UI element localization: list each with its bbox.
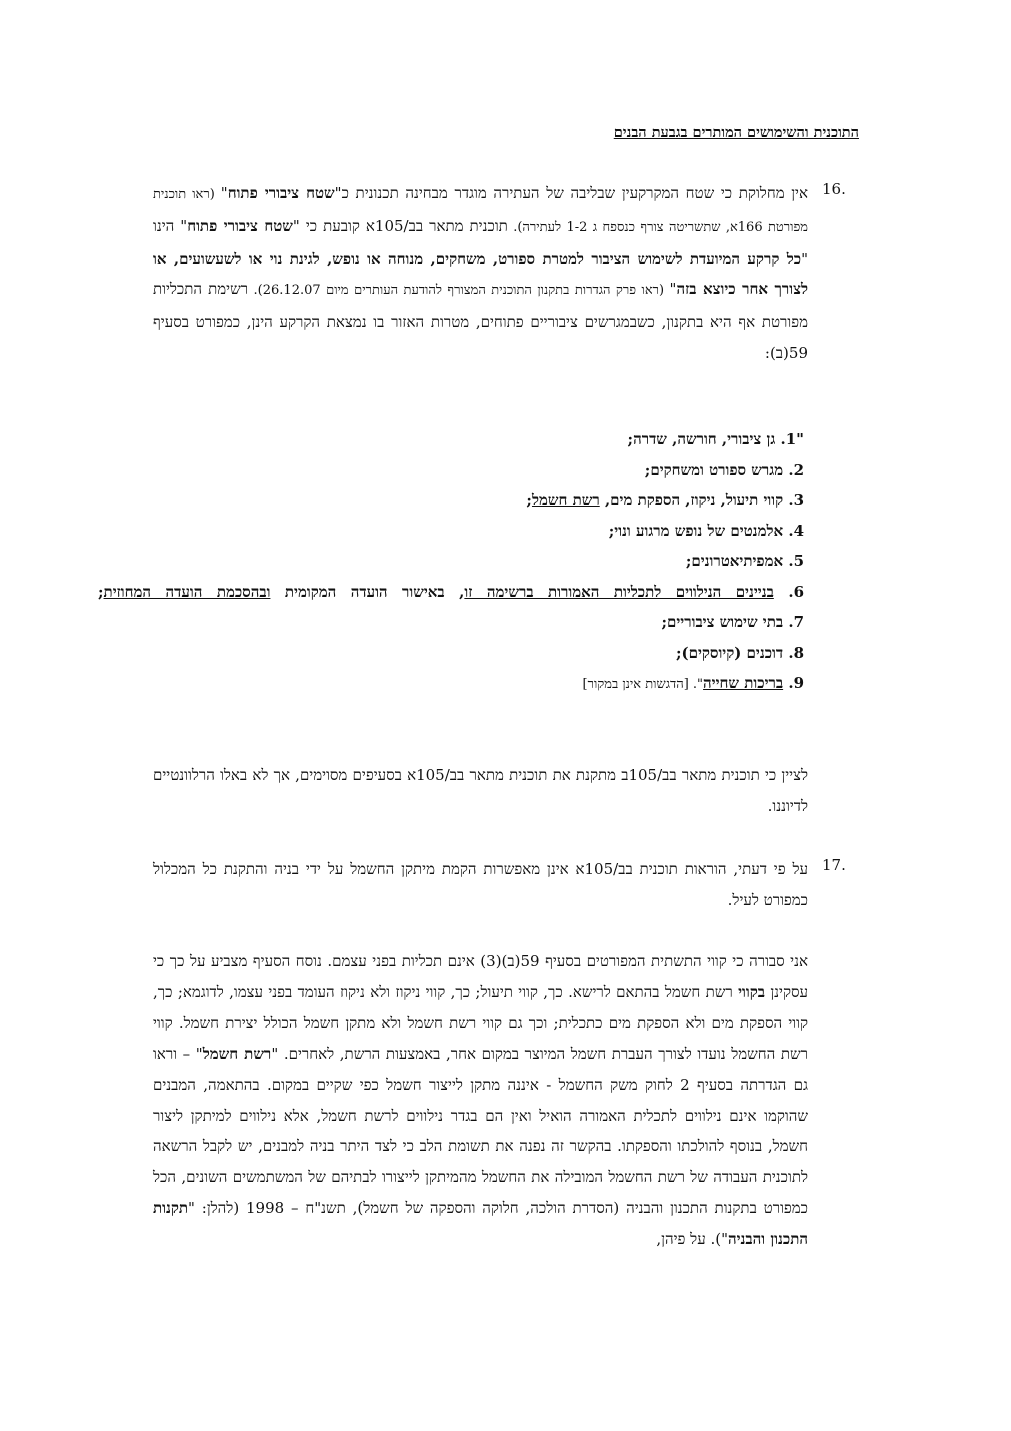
list-item-9-underlined: בריכות שחייה: [703, 674, 784, 692]
section-heading: [120, 122, 859, 144]
para-last-bold-3: תקנות התכנון והבניה: [153, 1199, 808, 1249]
list-item-6-end: ;: [98, 582, 104, 601]
para16-text-2: ": [220, 184, 228, 202]
paragraph-amendment-note-text: לציין כי תוכנית מתאר בב/105ב מתקנת את תוכנית מתאר בב/105א בסעיפים מסוימים, אך לא באלו הרלוונטיים לדיוננו.: [153, 766, 808, 815]
list-item-9: [150, 668, 804, 699]
paragraph-17-text: על פי דעתי, הוראות תוכנית בב/105א אינן מאפשרות הקמת מיתקן החשמל על ידי בניה והתקנת כל המכלול כמפורט לעיל.: [153, 860, 808, 909]
para16-text-5: ": [669, 280, 677, 299]
para-last-text-2: רשת חשמל בהתאם לרישא. כך, קווי תיעול; כך, קווי ניקוז ולא ניקוז העומד בפני עצמו, לדוגמא; כך, קווי הספקת מים ולא הספקת מים כתכלית; וכך גם קווי רשת חשמל ולא מתקן חשמל הכולל יצירת חשמל. קווי רשת החשמל נועדו לצורך העברת חשמל המיוצר במקום אחר, באמצעות הרשת, לאחרים. ": [153, 982, 809, 1063]
list-item-6-underlined-2: ובהסכמת הועדה המחוזית: [103, 582, 271, 601]
list-item-7: 7. בתי שימוש ציבוריים;: [661, 613, 804, 631]
list-item-4: 4. אלמנטים של נופש מרגוע ונוי;: [608, 521, 804, 540]
para16-bold-2: שטח ציבורי פתוח: [187, 216, 293, 235]
para16-bold-3: כל קרקע המיועדת לשימוש הציבור למטרת ספורט, משחקים, מנוחה או נופש, לגינת נוי או לשעשועים, או לצורך אחר כיוצא בזה: [153, 249, 809, 299]
list-item-9-end: ".: [688, 677, 704, 692]
list-item-6-underlined: בניינים הנילווים לתכליות האמורות ברשימה זו: [464, 582, 774, 601]
list-item-5: 5. אמפיתיאטרונים;: [685, 552, 804, 570]
list-item-3-text: 3. קווי תיעול, ניקוז, הספקת מים,: [599, 491, 804, 509]
para-last-text-1: אני סבורה כי קווי התשתית המפורטים בסעיף 59(ב)(3) אינם תכליות בפני עצמם. נוסח הסעיף מצביע על כך כי עסקינן: [153, 952, 809, 1001]
para16-text-6: רשימת התכליות מפורטת אף היא בתקנון, כשבמגרשים ציבוריים פתוחים, מטרות האזור בו נמצאת הקרקע הינן, כמפורט בסעיף 59(ב):: [153, 280, 808, 362]
section-heading-text: התוכנית והשימושים המותרים בגבעת הבנים: [613, 124, 859, 141]
para16-small-1: (ראו תוכנית מפורטת 166א, שתשריטה צורף כנספח ג 1-2 לעתירה).: [153, 187, 809, 235]
list-item-3: [150, 485, 804, 516]
list-item-2: 2. מגרש ספורט ומשחקים;: [644, 460, 804, 479]
list-item-9-num: 9.: [783, 674, 804, 692]
paragraph-17: [153, 854, 808, 916]
para16-small-2: (ראו פרק הגדרות בתקנון התוכנית המצורף להודעת העותרים מיום 26.12.07).: [248, 283, 670, 299]
paragraph-infrastructure: [153, 946, 808, 1255]
para-last-bold-1: בקווי: [738, 982, 765, 1001]
list-item-6-mid: , באישור הועדה המקומית: [270, 582, 465, 601]
paragraph-16: [153, 178, 808, 369]
para16-bold-1: שטח ציבורי פתוח: [227, 184, 335, 202]
emphasis-note: [הדגשות אינן במקור]: [582, 677, 689, 692]
paragraph-amendment-note: [153, 760, 808, 822]
para-last-text-4: "). על פיהן,: [656, 1230, 728, 1249]
list-item-6-num: 6.: [773, 582, 804, 601]
para16-text-4: " הינו ": [153, 216, 808, 268]
para16-text-1: אין מחלוקת כי שטח המקרקעין שבליבה של העתירה מוגדר מבחינה תכנונית כ": [334, 184, 808, 202]
paragraph-number-16: 16.: [822, 180, 846, 198]
para-last-bold-2: רשת חשמל: [202, 1044, 272, 1063]
list-item-1: "1. גן ציבורי, חורשה, שדרה;: [627, 430, 804, 448]
para16-text-3: תוכנית מתאר בב/105א קובעת כי ": [292, 216, 508, 235]
para-last-text-3: " – וראו גם הגדרתה בסעיף 2 לחוק משק החשמל - איננה מתקן לייצור חשמל כפי שקיים במקום. בהתאמה, המבנים שהוקמו אינם נילווים לתכלית האמורה הואיל ואין הם בגדר נילווים לרשת חשמל, אלא נילווים למיתקן ליצור חשמל, בנוסף להולכתו והספקתו. בהקשר זה נפנה את תשומת הלב כי לצד היתר בניה למבנים, יש לקבל הרשאה לתוכנית העבודה של רשת החשמל המובילה את החשמל מהמיתקן לייצורו לבתיהם של המשתמשים השונים, הכל כמפורט בתקנות התכנון והבניה (הסדרת הולכה, חלוקה והספקה של חשמל), תשנ"ח – 1998 (להלן: ": [153, 1044, 808, 1218]
list-item-3-end: ;: [526, 491, 532, 509]
paragraph-number-17: 17.: [822, 856, 846, 874]
list-item-6: [98, 577, 804, 608]
uses-list: [98, 424, 804, 699]
list-item-3-underlined: רשת חשמל: [531, 491, 600, 509]
list-item-8: 8. דוכנים (קיוסקים);: [675, 643, 804, 662]
